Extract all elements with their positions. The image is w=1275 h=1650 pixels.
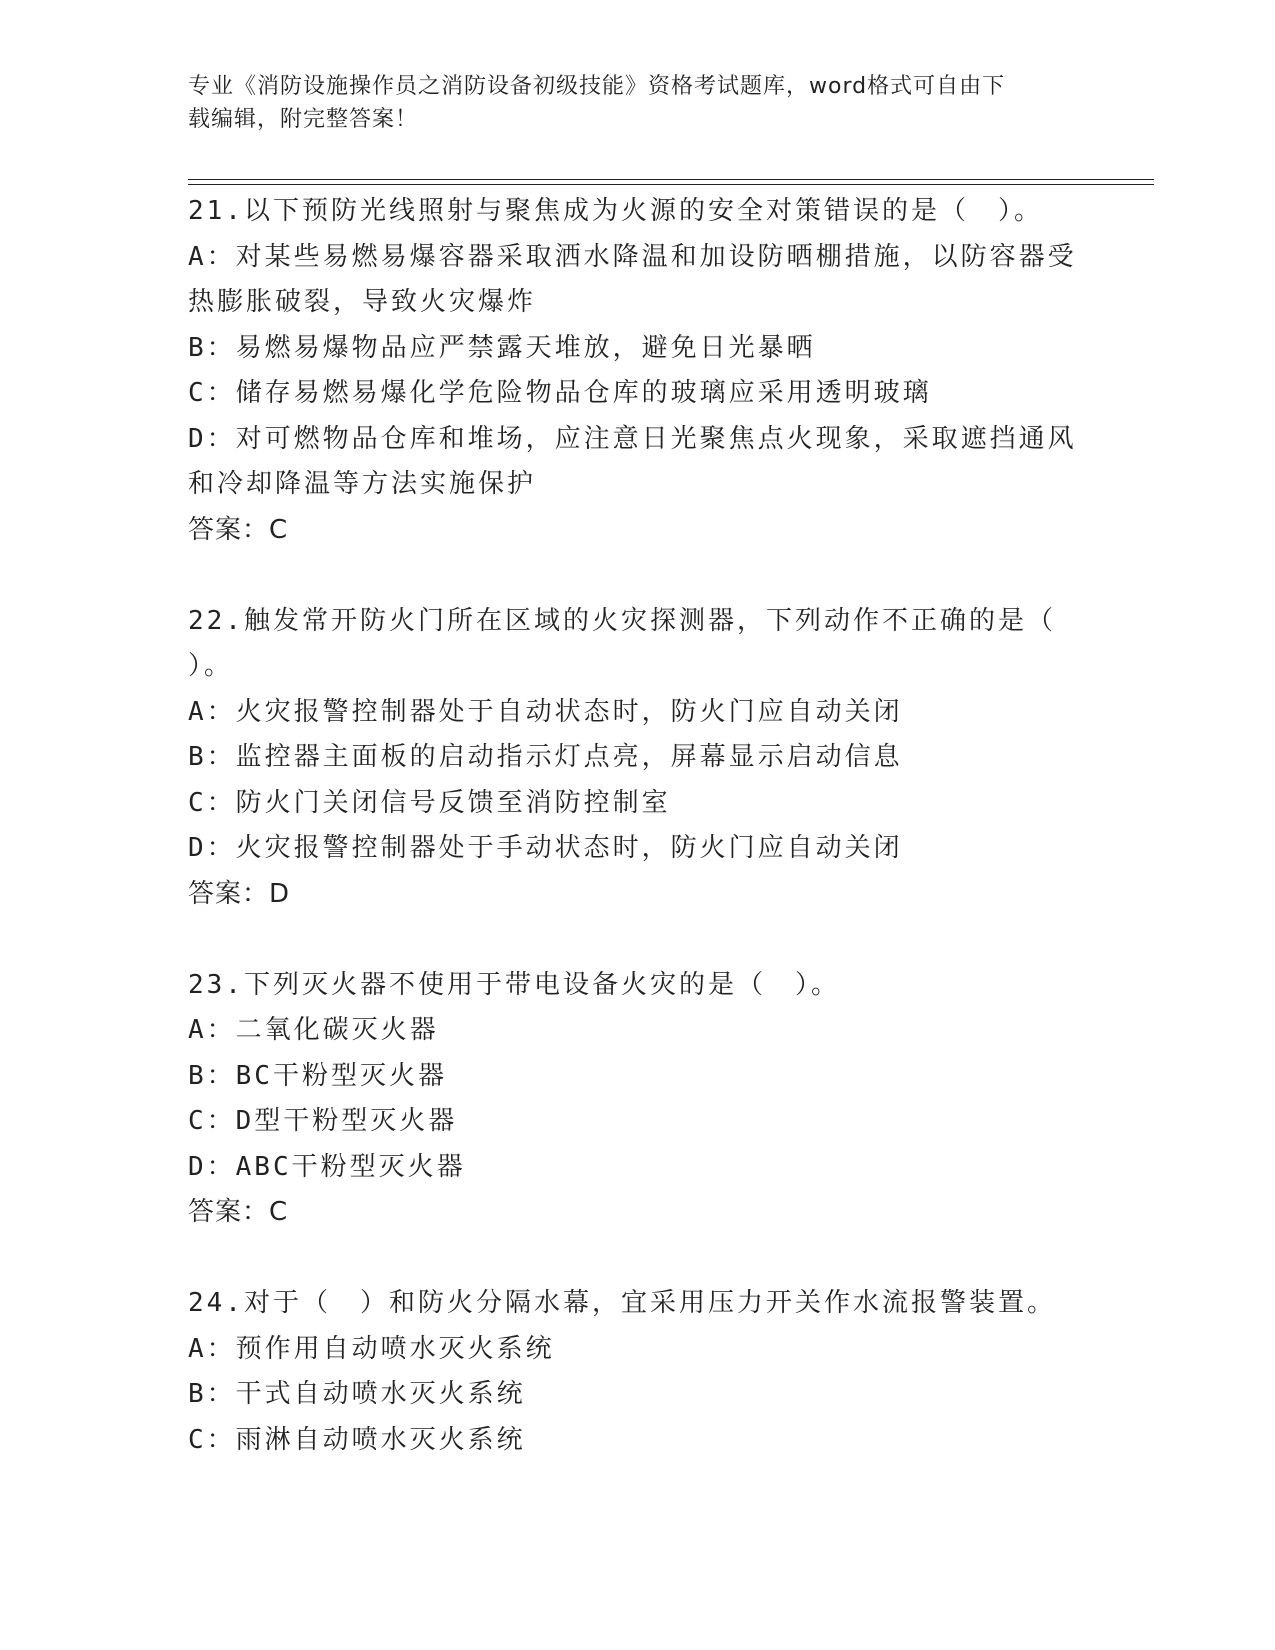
option-d-continued: 和冷却降温等方法实施保护 — [188, 469, 537, 499]
header-line-1: 专业《消防设施操作员之消防设备初级技能》资格考试题库，word格式可自由下 — [188, 74, 1006, 99]
option-b: B：易燃易爆物品应严禁露天堆放，避免日光暴晒 — [188, 332, 816, 363]
option-d: D：火灾报警控制器处于手动状态时，防火门应自动关闭 — [188, 833, 903, 863]
question-list — [188, 189, 1088, 1463]
question-stem-continued: ）。 — [188, 651, 234, 681]
option-c: C：D型干粉型灭火器 — [188, 1106, 458, 1136]
spacer — [188, 1236, 1088, 1282]
option-c: C：防火门关闭信号反馈至消防控制室 — [188, 787, 671, 818]
option-b: B：干式自动喷水灭火系统 — [188, 1379, 526, 1409]
option-a: A：对某些易燃易爆容器采取洒水降温和加设防晒棚措施，以防容器受 — [188, 241, 1077, 272]
header-line-2: 载编辑，附完整答案！ — [188, 107, 419, 132]
option-a-continued: 热膨胀破裂，导致火灾爆炸 — [188, 287, 537, 317]
header-divider-top — [188, 179, 1154, 180]
question-stem: 21.以下预防光线照射与聚焦成为火源的安全对策错误的是（ ）。 — [188, 196, 1043, 226]
question-stem: 22.触发常开防火门所在区域的火灾探测器，下列动作不正确的是（ — [188, 605, 1056, 636]
option-b: B：BC干粉型灭火器 — [188, 1060, 447, 1091]
question-stem: 23.下列灭火器不使用于带电设备火灾的是（ ）。 — [188, 969, 840, 1000]
answer-label: 答案：C — [188, 514, 289, 545]
answer-label: 答案：D — [188, 878, 291, 909]
answer-label: 答案：C — [188, 1197, 289, 1227]
option-c: C：储存易燃易爆化学危险物品仓库的玻璃应采用透明玻璃 — [188, 378, 932, 408]
question-block — [188, 599, 1088, 918]
option-a: A：二氧化碳灭火器 — [188, 1015, 439, 1045]
question-stem: 24.对于（ ）和防火分隔水幕，宜采用压力开关作水流报警装置。 — [188, 1288, 1056, 1318]
question-block — [188, 963, 1088, 1236]
option-d: D：ABC干粉型灭火器 — [188, 1151, 466, 1182]
option-b: B：监控器主面板的启动指示灯点亮，屏幕显示启动信息 — [188, 742, 903, 772]
question-block — [188, 189, 1088, 553]
option-d: D：对可燃物品仓库和堆场，应注意日光聚焦点火现象，采取遮挡通风 — [188, 423, 1077, 454]
option-c: C：雨淋自动喷水灭火系统 — [188, 1424, 526, 1455]
option-a: A：火灾报警控制器处于自动状态时，防火门应自动关闭 — [188, 696, 903, 727]
spacer — [188, 917, 1088, 963]
question-block — [188, 1281, 1088, 1463]
option-a: A：预作用自动喷水灭火系统 — [188, 1333, 555, 1364]
header-divider-bottom — [188, 184, 1154, 185]
spacer — [188, 553, 1088, 599]
document-header — [188, 70, 1068, 136]
